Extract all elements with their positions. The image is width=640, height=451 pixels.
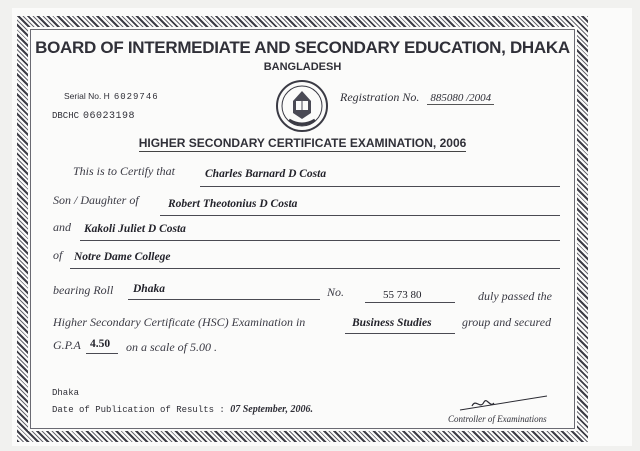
registration — [340, 90, 494, 105]
certify-label: This is to Certify that — [73, 164, 176, 178]
father-name: Robert Theotonius D Costa — [168, 198, 298, 210]
dbchc-number — [52, 111, 135, 122]
serial-value: 6029746 — [113, 92, 159, 102]
roll-number-line — [365, 302, 455, 303]
registration-value: 885080 /2004 — [427, 92, 494, 105]
group-label: group and secured — [462, 315, 552, 329]
gpa-value: 4.50 — [90, 338, 111, 350]
roll-number: 55 73 80 — [383, 289, 422, 301]
dbchc-value: 06023198 — [83, 111, 136, 122]
exam-title-text: HIGHER SECONDARY CERTIFICATE EXAMINATION, 2006 — [138, 136, 467, 150]
controller-title: Controller of Examinations — [448, 414, 547, 424]
dbchc-label: DBCHC — [52, 111, 80, 121]
name-line — [200, 186, 560, 187]
roll-label: bearing Roll — [53, 283, 114, 297]
publication-date: 07 September, 2006. — [230, 404, 314, 415]
and-label: and — [53, 220, 71, 234]
board-seal-icon — [275, 79, 329, 133]
passed-label: duly passed the — [478, 289, 552, 303]
signature-icon — [452, 388, 552, 416]
no-label: No. — [327, 285, 345, 299]
board-name: BOARD OF INTERMEDIATE AND SECONDARY EDUCATION, DHAKA — [35, 38, 570, 57]
group-line — [345, 333, 455, 334]
registration-label: Registration No. — [340, 90, 420, 104]
gpa-line — [86, 353, 118, 354]
roll-center-line — [128, 299, 320, 300]
mother-name: Kakoli Juliet D Costa — [84, 223, 186, 235]
son-daughter-label: Son / Daughter of — [53, 193, 139, 207]
student-name: Charles Barnard D Costa — [205, 168, 327, 180]
place: Dhaka — [52, 388, 80, 398]
publication-label: Date of Publication of Results : — [52, 405, 225, 415]
of-label: of — [53, 248, 63, 262]
mother-line — [80, 240, 560, 241]
scale-label: on a scale of 5.00 . — [126, 340, 217, 354]
roll-center: Dhaka — [133, 283, 165, 295]
father-line — [160, 215, 560, 216]
exam-title — [30, 136, 575, 150]
gpa-label: G.P.A — [53, 338, 81, 352]
country-name: BANGLADESH — [263, 61, 342, 73]
hsc-label: Higher Secondary Certificate (HSC) Examination in — [53, 315, 306, 329]
publication — [52, 404, 313, 415]
college-line — [70, 268, 560, 269]
serial-number — [64, 91, 159, 102]
group-name: Business Studies — [352, 317, 432, 329]
serial-label: Serial No. H — [64, 91, 110, 101]
college-name: Notre Dame College — [74, 251, 171, 263]
